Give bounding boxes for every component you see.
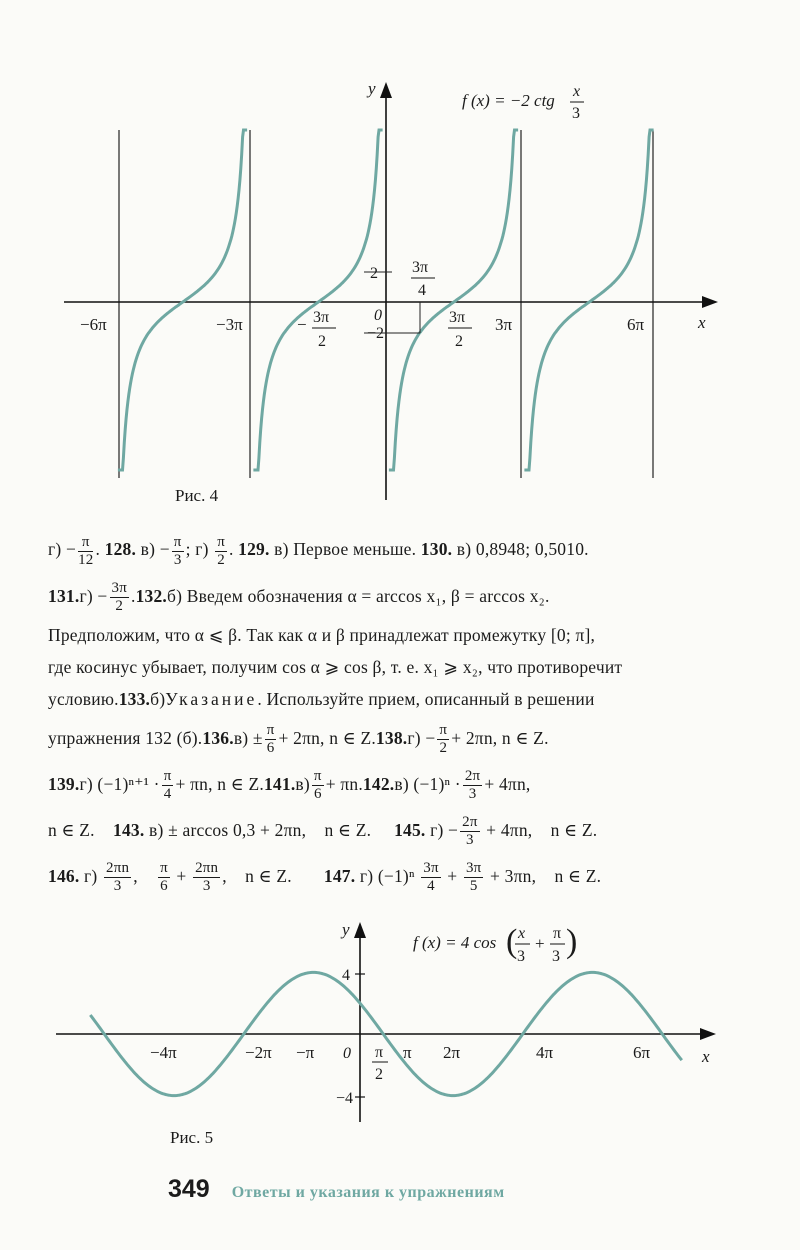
tick-label-y2: 2 — [370, 265, 378, 282]
fig4-formula-den: 3 — [572, 105, 580, 122]
fig5-formula-b-den: 3 — [552, 948, 560, 965]
cotangent-branch — [253, 130, 385, 470]
page-footer — [168, 1175, 505, 1204]
tick-label-ym2: −2 — [367, 325, 385, 342]
running-head: Ответы и указания к упражнениям — [231, 1184, 505, 1201]
fig5-formula-a-den: 3 — [517, 948, 525, 965]
tick-label-3pi: 3π — [495, 315, 513, 334]
fig5-formula-b-num: π — [553, 925, 562, 942]
answer-line-2: 131. г) − $\frac{3\pi}{2}$ . 132. б) Введем обозначения α = arccos x₁, β = arccos x₂. — [48, 580, 550, 614]
fig5-tick-label-pi2-num: π — [375, 1044, 384, 1061]
svg-text:(: ( — [506, 923, 518, 960]
answer-line-7: 139. г) (−1)ⁿ⁺¹ · $\frac{\pi}{4}$ + πn, n ∈ Z. 141. в) $\frac{\pi}{6}$ + πn. 142. в) (−1)ⁿ · $\frac{2\pi}{3}$ + 4πn, — [48, 768, 531, 802]
tick-label-3pi2-den: 2 — [455, 333, 463, 350]
fig4-formula-lhs: f (x) = −2 ctg — [462, 91, 555, 110]
tick-label-minus-3pi2-den: 2 — [318, 333, 326, 350]
fig5-formula-a-num: x — [518, 925, 526, 942]
fig5-y-axis-arrow — [354, 922, 366, 938]
answer-line-1: г) − $\frac{\pi}{12}$ . 128. в) − $\frac{\pi}{3}$ ; г) $\frac{\pi}{2}$ . 129. в) Первое меньше. 130. в) 0,8948; 0,5010. — [48, 534, 589, 568]
fig5-tick-label-y4: 4 — [342, 967, 350, 984]
fig5-tick-label-ym4: −4 — [336, 1090, 354, 1107]
fig5-tick-label-pi2-den: 2 — [375, 1066, 383, 1083]
fig5-x-label: x — [702, 1047, 710, 1066]
cotangent-branch — [118, 130, 247, 470]
answers-text — [48, 528, 723, 900]
fig4-x-label: x — [698, 313, 706, 332]
fig5-tick-label-6pi: 6π — [633, 1043, 651, 1062]
fig4-origin: 0 — [374, 307, 382, 324]
x-axis-arrow — [702, 296, 718, 308]
fig5-origin: 0 — [343, 1045, 351, 1062]
tick-label-minus-3pi: −3π — [216, 315, 243, 334]
tick-label-3pi4-den: 4 — [418, 282, 426, 299]
answer-line-4: где косинус убывает, получим cos α ⩾ cos β, т. е. x₁ ⩾ x₂, что противоречит — [48, 657, 623, 678]
figure-5-graph — [0, 905, 800, 1125]
fig5-y-label: y — [342, 920, 350, 939]
figure-4-caption: Рис. 4 — [175, 486, 219, 505]
answer-line-5: условию. 133. б) Указание . Используйте прием, описанный в решении — [48, 689, 595, 710]
tick-label-minus-3pi2-num: 3π — [313, 309, 330, 326]
fig5-tick-label-m4pi: −4π — [150, 1043, 177, 1062]
fig5-x-axis-arrow — [700, 1028, 716, 1040]
fig5-tick-label-4pi: 4π — [536, 1043, 554, 1062]
tick-label-6pi: 6π — [627, 315, 645, 334]
fig5-formula-plus: + — [535, 934, 545, 953]
fig5-tick-label-pi: π — [403, 1043, 412, 1062]
answer-line-9: 146. г) $\frac{2\pi n}{3}$ , $\frac{\pi}{6}$ + $\frac{2\pi n}{3}$ , n ∈ Z. 147. г) (−1)ⁿ $\frac{3\pi}{4}$ + $\frac{3\pi}{5}$ + 3πn, n ∈ Z. — [48, 860, 602, 894]
tick-label-3pi4-num: 3π — [412, 259, 429, 276]
page-number: 349 — [168, 1175, 210, 1203]
answer-line-8: n ∈ Z. 143. в) ± arccos 0,3 + 2πn, n ∈ Z. 145. г) − $\frac{2\pi}{3}$ + 4πn, n ∈ Z. — [48, 814, 598, 848]
tick-label-minus-6pi: −6π — [80, 315, 107, 334]
figure-4-graph — [0, 0, 800, 500]
figure-5-caption: Рис. 5 — [170, 1128, 214, 1147]
fig4-formula-num: x — [573, 83, 581, 100]
answer-line-3: Предположим, что α ⩽ β. Так как α и β принадлежат промежутку [0; π], — [48, 625, 596, 646]
tick-label-minus-3pi2-sign: − — [297, 315, 307, 334]
fig5-formula-lhs: f (x) = 4 cos — [413, 933, 497, 952]
fig5-tick-label-2pi: 2π — [443, 1043, 461, 1062]
tick-label-3pi2-num: 3π — [449, 309, 466, 326]
svg-text:): ) — [566, 923, 578, 960]
answer-line-6: упражнения 132 (б). 136. в) ± $\frac{\pi}{6}$ + 2πn, n ∈ Z. 138. г) − $\frac{\pi}{2}$ + 2πn, n ∈ Z. — [48, 722, 549, 756]
fig4-y-label: y — [368, 79, 376, 98]
y-axis-arrow — [380, 82, 392, 98]
cotangent-branch — [389, 130, 518, 470]
cotangent-branch — [524, 130, 653, 470]
fig5-tick-label-mpi: −π — [296, 1043, 315, 1062]
fig5-tick-label-m2pi: −2π — [245, 1043, 272, 1062]
